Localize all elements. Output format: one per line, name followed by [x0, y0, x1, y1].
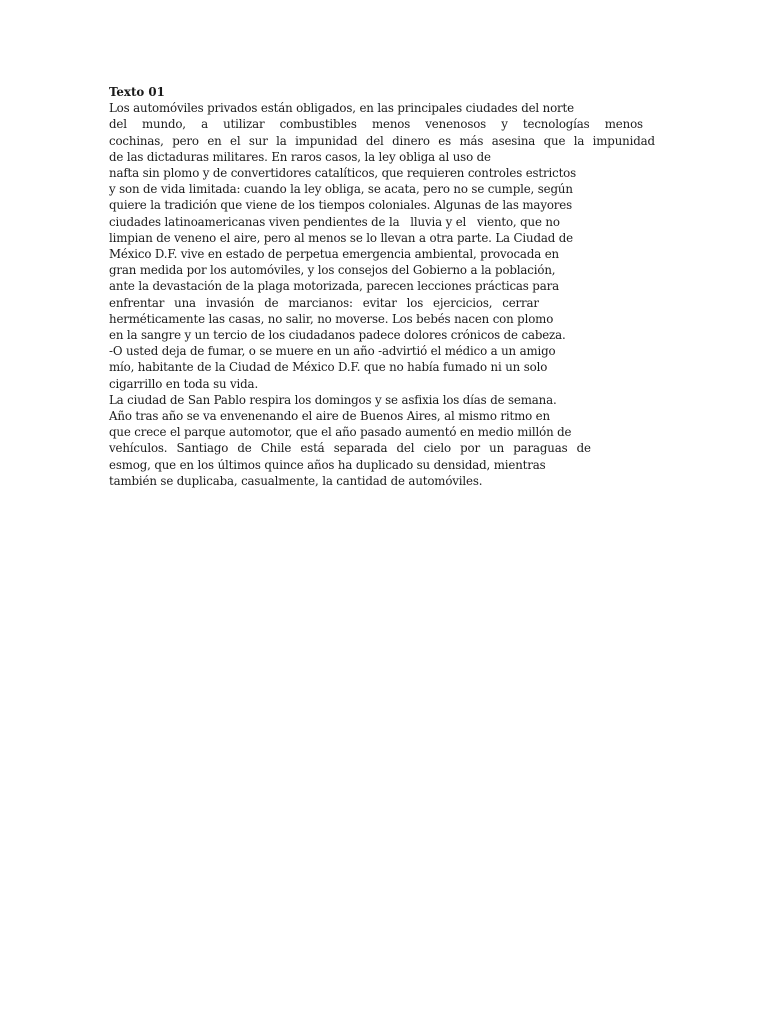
text-word: evitar — [362, 295, 397, 310]
text-word: un — [489, 441, 505, 456]
text-line: nafta sin plomo y de convertidores catalíticos, que requieren controles estrictos — [109, 166, 577, 181]
text-word: menos — [371, 117, 411, 132]
text-word: el — [230, 133, 241, 148]
text-line: Los automóviles privados están obligados, en las principales ciudades del norte — [109, 101, 574, 116]
text-line: quiere la tradición que viene de los tiempos coloniales. Algunas de las mayores — [109, 198, 573, 213]
text-word: de — [264, 295, 279, 310]
text-word: en — [207, 133, 222, 148]
text-word: impunidad — [295, 133, 358, 148]
text-word: una — [174, 295, 196, 310]
text-line — [109, 116, 643, 132]
text-word: enfrentar — [109, 295, 165, 310]
text-word: cielo — [423, 441, 452, 456]
text-word: la — [276, 133, 287, 148]
text-word: marcianos: — [288, 295, 353, 310]
text-word: tecnologías — [522, 117, 590, 132]
text-word: pero — [172, 133, 199, 148]
text-word: del — [109, 117, 127, 132]
text-line: herméticamente las casas, no salir, no moverse. Los bebés nacen con plomo — [109, 311, 554, 326]
text-line: mío, habitante de la Ciudad de México D.F. que no había fumado ni un solo — [109, 360, 548, 375]
text-word: Santiago — [176, 441, 229, 456]
text-line: de las dictaduras militares. En raros casos, la ley obliga al uso de — [109, 149, 491, 164]
text-word: dinero — [392, 133, 430, 148]
paragraph-text — [109, 100, 669, 489]
text-line — [109, 440, 591, 456]
text-line — [109, 295, 539, 311]
text-word: asesina — [491, 133, 536, 148]
text-line: México D.F. vive en estado de perpetua emergencia ambiental, provocada en — [109, 247, 559, 262]
text-word: es — [438, 133, 452, 148]
text-word: de — [237, 441, 252, 456]
text-line: gran medida por los automóviles, y los consejos del Gobierno a la población, — [109, 263, 556, 278]
text-word: del — [365, 133, 384, 148]
text-word: menos — [604, 117, 643, 132]
text-word: Chile — [260, 441, 292, 456]
text-line: en la sangre y un tercio de los ciudadanos padece dolores crónicos de cabeza. — [109, 328, 566, 343]
text-word: sur — [248, 133, 268, 148]
text-word: por — [460, 441, 480, 456]
text-line: limpian de veneno el aire, pero al menos se lo llevan a otra parte. La Ciudad de — [109, 230, 573, 245]
text-word: utilizar — [223, 117, 265, 132]
text-word: la — [573, 133, 585, 148]
text-word: cochinas, — [109, 133, 164, 148]
text-line: Año tras año se va envenenando el aire de Buenos Aires, al mismo ritmo en — [109, 409, 550, 424]
text-word: del — [396, 441, 415, 456]
text-word: está — [300, 441, 325, 456]
text-word: impunidad — [592, 133, 655, 148]
text-line: esmog, que en los últimos quince años ha duplicado su densidad, mientras — [109, 457, 546, 472]
text-word: más — [459, 133, 484, 148]
text-word: separada — [333, 441, 388, 456]
text-word: cerrar — [502, 295, 539, 310]
text-word: venenosos — [425, 117, 487, 132]
text-line: también se duplicaba, casualmente, la cantidad de automóviles. — [109, 473, 483, 488]
document-body — [109, 84, 669, 489]
text-word: a — [201, 117, 208, 132]
text-line: ciudades latinoamericanas viven pendientes de la lluvia y el viento, que no — [109, 214, 560, 229]
text-word: vehículos. — [109, 441, 168, 456]
text-line: La ciudad de San Pablo respira los domingos y se asfixia los días de semana. — [109, 392, 557, 407]
text-word: los — [406, 295, 424, 310]
text-line: -O usted deja de fumar, o se muere en un año -advirtió el médico a un amigo — [109, 344, 556, 359]
text-word: combustibles — [279, 117, 357, 132]
text-word: ejercicios, — [433, 295, 493, 310]
text-word: de — [576, 441, 591, 456]
text-word: mundo, — [142, 117, 186, 132]
text-line: cigarrillo en toda su vida. — [109, 376, 259, 391]
text-word: invasión — [205, 295, 255, 310]
text-line: ante la devastación de la plaga motorizada, parecen lecciones prácticas para — [109, 279, 559, 294]
text-word: que — [543, 133, 566, 148]
text-line: y son de vida limitada: cuando la ley obliga, se acata, pero no se cumple, según — [109, 182, 573, 197]
text-line — [109, 133, 655, 149]
text-word: y — [501, 117, 508, 132]
text-word: paraguas — [513, 441, 568, 456]
document-title: Texto 01 — [109, 85, 165, 99]
text-line: que crece el parque automotor, que el año pasado aumentó en medio millón de — [109, 425, 572, 440]
